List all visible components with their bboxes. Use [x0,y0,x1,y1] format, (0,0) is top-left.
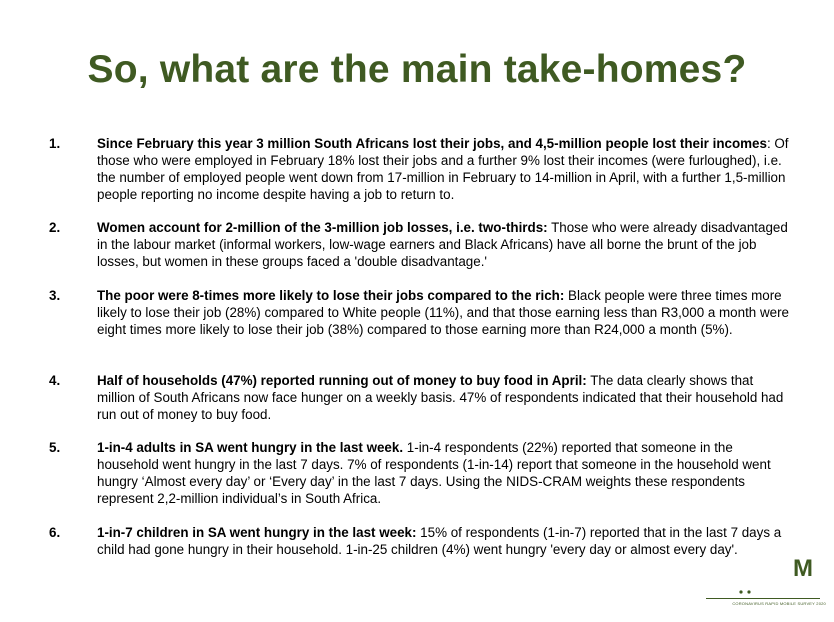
footer-text: CORONAVIRUS RAPID MOBILE SURVEY 2020 [732,601,826,606]
item-body: The data clearly shows that million of South Africans now face hunger on a weekly basis. 47% of respondents indicated that their household had run out of money to buy food. [97,373,784,422]
item-body: Those who were already disadvantaged in the labour market (informal workers, low-wage earners and Black Africans) have all borne the brunt of the job losses, but women in these groups faced a 'double disadvantage.' [97,220,788,269]
item-number: 4. [49,373,61,388]
item-text [97,439,789,507]
item-heading: Since February this year 3 million South Africans lost their jobs, and 4,5-million people lost their incomes [97,136,767,151]
item-text [97,135,789,203]
m-logo-icon [788,552,818,582]
item-heading: Half of households (47%) reported running out of money to buy food in April: [97,373,587,388]
footer-divider [706,598,820,599]
logo-letter: M [793,555,813,582]
item-heading: 1-in-4 adults in SA went hungry in the last week. [97,440,404,455]
item-heading: The poor were 8-times more likely to lose their jobs compared to the rich: [97,288,565,303]
item-number: 6. [49,525,61,540]
item-text [97,219,789,270]
item-body: 15% of respondents (1-in-7) reported that in the last 7 days a child had gone hungry in their household. 1-in-25 children (4%) went hungry 'every day or almost every day'. [97,525,782,557]
item-heading: 1-in-7 children in SA went hungry in the last week: [97,525,417,540]
item-number: 1. [49,136,61,151]
item-number: 2. [49,220,61,235]
item-number: 3. [49,288,61,303]
item-text [97,524,789,558]
page-title: So, what are the main take-homes? [87,48,747,91]
logo-dots-icon [737,589,753,595]
item-text [97,372,789,423]
item-body: 1-in-4 respondents (22%) reported that someone in the household went hungry in the last 7 days. 7% of respondents (1-in-14) report that someone in the household went hungry ‘Almost every day’ or ‘Every day’ in the last 7 days. Using the NIDS-CRAM weights these respondents represent 2,2-million individual’s in South Africa. [97,440,771,506]
item-body: Black people were three times more likely to lose their job (28%) compared to White people (11%), and that those earning less than R3,000 a month were eight times more likely to lose their job (38%) compared to those earning more than R24,000 a month (5%). [97,288,789,337]
item-text [97,287,789,338]
item-body: : Of those who were employed in February 18% lost their jobs and a further 9% lost their incomes (were furloughed), i.e. the number of employed people went down from 17-million in February to 14-million in April, with a further 1,5-million people reporting no income despite having a job to return to. [97,136,789,202]
item-number: 5. [49,440,61,455]
item-heading: Women account for 2-million of the 3-million job losses, i.e. two-thirds: [97,220,548,235]
